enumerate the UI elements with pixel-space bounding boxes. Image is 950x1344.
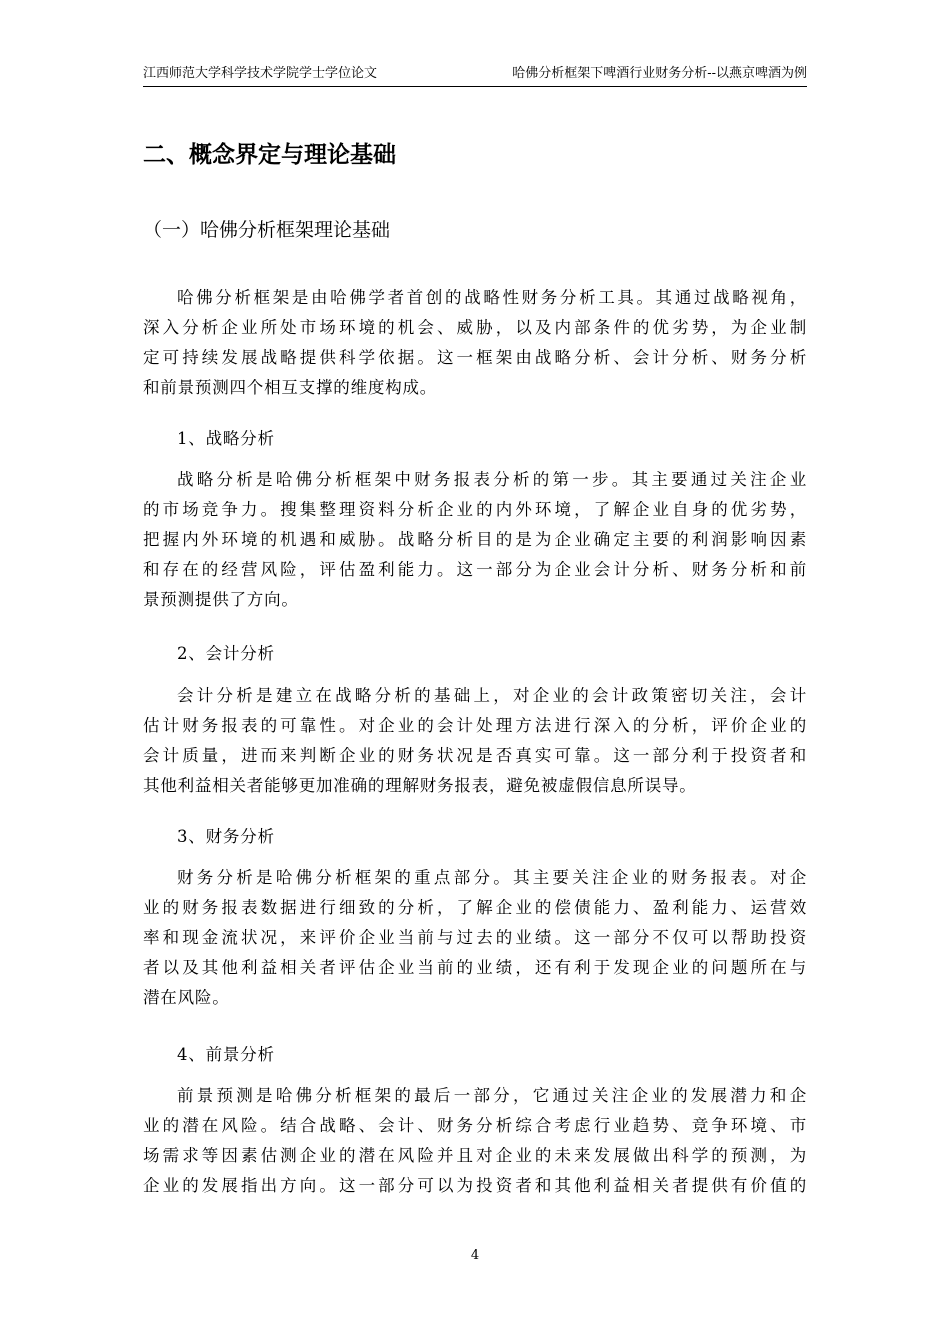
- paragraph-line: 会计质量，进而来判断企业的财务状况是否真实可靠。这一部分利于投资者和: [143, 746, 807, 765]
- paragraph-line: 深入分析企业所处市场环境的机会、威胁，以及内部条件的优劣势，为企业制: [143, 318, 807, 337]
- subsection-heading-prospect: 4、前景分析: [177, 1045, 275, 1064]
- paragraph-line: 其他利益相关者能够更加准确的理解财务报表，避免被虚假信息所误导。: [143, 776, 697, 795]
- paragraph-line: 者以及其他利益相关者评估企业当前的业绩，还有利于发现企业的问题所在与: [143, 958, 807, 977]
- intro-paragraph: [143, 283, 807, 403]
- paragraph-line: 哈佛分析框架是由哈佛学者首创的战略性财务分析工具。其通过战略视角，: [177, 288, 807, 307]
- paragraph-line: 率和现金流状况，来评价企业当前与过去的业绩。这一部分不仅可以帮助投资: [143, 928, 807, 947]
- paragraph-line: 潜在风险。: [143, 988, 230, 1007]
- paragraph-line: 企业的发展指出方向。这一部分可以为投资者和其他利益相关者提供有价值的: [143, 1176, 807, 1195]
- accounting-paragraph: [143, 681, 807, 801]
- subsection-heading-financial: 3、财务分析: [177, 827, 275, 846]
- subsection-heading-accounting: 2、会计分析: [177, 644, 275, 663]
- header-university-title: 江西师范大学科学技术学院学士学位论文: [143, 66, 378, 81]
- header-thesis-title: 哈佛分析框架下啤酒行业财务分析--以燕京啤酒为例: [512, 66, 807, 81]
- paragraph-line: 前景预测是哈佛分析框架的最后一部分，它通过关注企业的发展潜力和企: [177, 1086, 807, 1105]
- running-header: [143, 64, 807, 87]
- paragraph-line: 和前景预测四个相互支撑的维度构成。: [143, 378, 438, 397]
- chapter-title: 二、概念界定与理论基础: [143, 142, 396, 168]
- paragraph-line: 会计分析是建立在战略分析的基础上，对企业的会计政策密切关注，会计: [177, 686, 807, 705]
- strategy-paragraph: [143, 465, 807, 615]
- financial-paragraph: [143, 863, 807, 1013]
- paragraph-line: 估计财务报表的可靠性。对企业的会计处理方法进行深入的分析，评价企业的: [143, 716, 807, 735]
- paragraph-line: 业的财务报表数据进行细致的分析，了解企业的偿债能力、盈利能力、运营效: [143, 898, 807, 917]
- paragraph-line: 景预测提供了方向。: [143, 590, 299, 609]
- prospect-paragraph: [143, 1081, 807, 1201]
- paragraph-line: 战略分析是哈佛分析框架中财务报表分析的第一步。其主要通过关注企业: [177, 470, 807, 489]
- paragraph-line: 场需求等因素估测企业的潜在风险并且对企业的未来发展做出科学的预测，为: [143, 1146, 807, 1165]
- paragraph-line: 财务分析是哈佛分析框架的重点部分。其主要关注企业的财务报表。对企: [177, 868, 807, 887]
- page-number: 4: [470, 1248, 480, 1263]
- paragraph-line: 和存在的经营风险，评估盈利能力。这一部分为企业会计分析、财务分析和前: [143, 560, 807, 579]
- paragraph-line: 的市场竞争力。搜集整理资料分析企业的内外环境，了解企业自身的优劣势，: [143, 500, 807, 519]
- section-title: （一）哈佛分析框架理论基础: [143, 219, 391, 241]
- paragraph-line: 把握内外环境的机遇和威胁。战略分析目的是为企业确定主要的利润影响因素: [143, 530, 807, 549]
- paragraph-line: 定可持续发展战略提供科学依据。这一框架由战略分析、会计分析、财务分析: [143, 348, 807, 367]
- paragraph-line: 业的潜在风险。结合战略、会计、财务分析综合考虑行业趋势、竞争环境、市: [143, 1116, 807, 1135]
- subsection-heading-strategy: 1、战略分析: [177, 429, 275, 448]
